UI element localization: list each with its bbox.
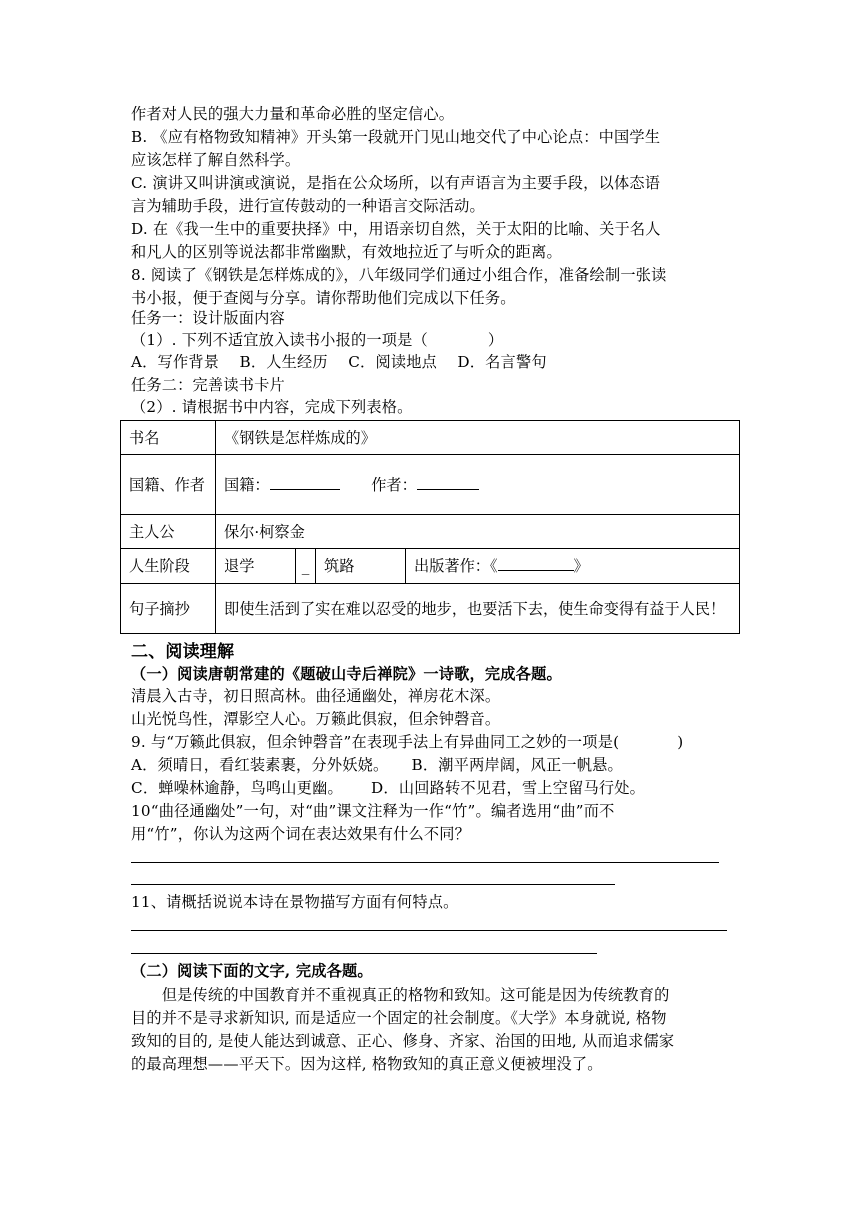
paragraph-line: 目的并不是寻求新知识, 而是适应一个固定的社会制度。《大学》本身就说, 格物 (131, 1009, 667, 1027)
table-label: 主人公 (121, 515, 216, 549)
question-9-options-ab: A．须晴日，看红装素裹，分外妖娆。 B．潮平两岸阔，风正一帆悬。 (131, 756, 623, 774)
reading-card-table (120, 420, 740, 634)
author-blank[interactable] (417, 475, 479, 490)
table-label: 人生阶段 (121, 549, 216, 584)
nationality-blank[interactable] (270, 475, 340, 490)
text-line: 应该怎样了解自然科学。 (131, 151, 301, 169)
poem-line: 山光悦鸟性，潭影空人心。万籁此俱寂，但余钟磬音。 (131, 710, 501, 728)
protagonist-cell: 保尔·柯察金 (216, 515, 740, 549)
text-line: 作者对人民的强大力量和革命必胜的坚定信心。 (131, 105, 455, 123)
stage-cell: 退学 (216, 549, 296, 584)
table-label: 句子摘抄 (121, 584, 216, 634)
subsection-heading-2: （二）阅读下面的文字, 完成各题。 (131, 962, 373, 980)
table-label: 国籍、作者 (121, 455, 216, 515)
text-line: 和凡人的区别等说法都非常幽默，有效地拉近了与听众的距离。 (131, 243, 562, 261)
poem-line: 清晨入古寺，初日照高林。曲径通幽处，禅房花木深。 (131, 687, 501, 705)
stage-cell: 筑路 (316, 549, 406, 584)
paragraph-line: 致知的目的, 是使人能达到诚意、正心、修身、齐家、治国的田地, 从而追求儒家 (131, 1032, 675, 1050)
question-10: 10“曲径通幽处”一句，对“曲”课文注释为一作“竹”。编者选用“曲”而不 (131, 802, 615, 820)
nationality-author-cell: 国籍： 作者： (216, 455, 740, 515)
table-row (121, 421, 740, 455)
text-line: 言为辅助手段，进行宣传鼓动的一种语言交际活动。 (131, 197, 485, 215)
paragraph-line: 但是传统的中国教育并不重视真正的格物和致知。这可能是因为传统教育的 (131, 986, 670, 1004)
stage-blank-cell[interactable]: _ (296, 549, 316, 584)
answer-line[interactable] (131, 930, 727, 931)
table-label: 书名 (121, 421, 216, 455)
text-line: 用“竹”，你认为这两个词在表达效果有什么不同？ (131, 825, 471, 843)
table-row (121, 584, 740, 634)
question-8-1-options: A．写作背景 B．人生经历 C．阅读地点 D．名言警句 (131, 353, 547, 371)
task-2-heading: 任务二：完善读书卡片 (131, 376, 285, 394)
answer-line[interactable] (131, 953, 597, 954)
question-9: 9. 与“万籁此俱寂，但余钟磬音”在表现手法上有异曲同工之妙的一项是( ) (131, 733, 684, 751)
book-title-cell: 《钢铁是怎样炼成的》 (216, 421, 740, 455)
option-b-line: B. 《应有格物致知精神》开头第一段就开门见山地交代了中心论点：中国学生 (131, 128, 661, 146)
quote-cell: 即使生活到了实在难以忍受的地步，也要活下去，使生命变得有益于人民！ (216, 584, 740, 634)
text-line: 书小报，便于查阅与分享。请你帮助他们完成以下任务。 (131, 289, 516, 307)
table-row (121, 455, 740, 515)
option-c-line: C. 演讲又叫讲演或演说，是指在公众场所，以有声语言为主要手段，以体态语 (131, 174, 661, 192)
option-d-line: D. 在《我一生中的重要抉择》中，用语亲切自然，关于太阳的比喻、关于名人 (131, 220, 661, 238)
section-heading: 二、阅读理解 (131, 642, 235, 661)
table-row (121, 549, 740, 584)
question-8-1: （1）. 下列不适宜放入读书小报的一项是（ ） (131, 331, 504, 349)
answer-line[interactable] (131, 884, 615, 885)
question-11: 11、请概括说说本诗在景物描写方面有何特点。 (131, 893, 459, 911)
publication-blank[interactable] (498, 556, 574, 571)
question-8-2: （2）. 请根据书中内容，完成下列表格。 (131, 398, 413, 416)
answer-line[interactable] (131, 862, 719, 863)
question-9-options-cd: C．蝉噪林逾静，鸟鸣山更幽。 D．山回路转不见君，雪上空留马行处。 (131, 779, 646, 797)
publication-cell: 出版著作：《 》 (406, 549, 740, 584)
subsection-heading-1: （一）阅读唐朝常建的《题破山寺后禅院》一诗歌，完成各题。 (131, 665, 562, 683)
table-row (121, 515, 740, 549)
question-8: 8. 阅读了《钢铁是怎样炼成的》，八年级同学们通过小组合作，准备绘制一张读 (131, 266, 667, 284)
paragraph-line: 的最高理想——平天下。因为这样, 格物致知的真正意义便被埋没了。 (131, 1055, 603, 1073)
task-1-heading: 任务一：设计版面内容 (131, 309, 285, 327)
